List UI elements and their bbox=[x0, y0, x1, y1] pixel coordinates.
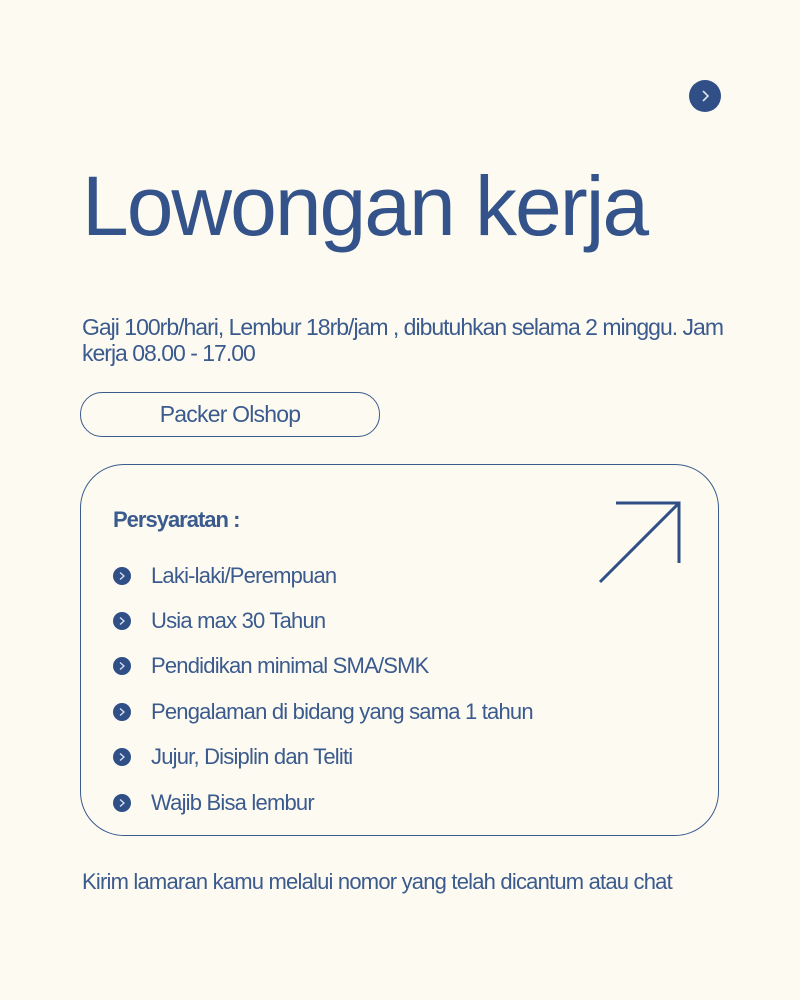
requirements-list bbox=[113, 553, 533, 825]
requirements-heading: Persyaratan : bbox=[113, 507, 240, 532]
job-description: Gaji 100rb/hari, Lembur 18rb/jam , dibutuhkan selama 2 minggu. Jam kerja 08.00 - 17.00 bbox=[82, 314, 723, 366]
bullet-chevron-icon bbox=[113, 657, 131, 675]
bullet-chevron-icon bbox=[113, 567, 131, 585]
list-item: Jujur, Disiplin dan Teliti bbox=[113, 735, 533, 780]
bullet-chevron-icon bbox=[113, 612, 131, 630]
list-item: Laki-laki/Perempuan bbox=[113, 553, 533, 598]
position-badge: Packer Olshop bbox=[80, 392, 380, 437]
requirements-card bbox=[80, 464, 719, 836]
chevron-right-icon bbox=[699, 89, 711, 103]
next-button[interactable] bbox=[689, 80, 721, 112]
list-item: Pendidikan minimal SMA/SMK bbox=[113, 644, 533, 689]
list-item: Wajib Bisa lembur bbox=[113, 780, 533, 825]
arrow-up-right-icon bbox=[596, 500, 686, 585]
bullet-chevron-icon bbox=[113, 794, 131, 812]
list-item: Usia max 30 Tahun bbox=[113, 598, 533, 643]
footer-note: Kirim lamaran kamu melalui nomor yang telah dicantum atau chat bbox=[82, 869, 672, 894]
page-title: Lowongan kerja bbox=[82, 159, 648, 253]
list-item: Pengalaman di bidang yang sama 1 tahun bbox=[113, 689, 533, 734]
bullet-chevron-icon bbox=[113, 703, 131, 721]
bullet-chevron-icon bbox=[113, 748, 131, 766]
